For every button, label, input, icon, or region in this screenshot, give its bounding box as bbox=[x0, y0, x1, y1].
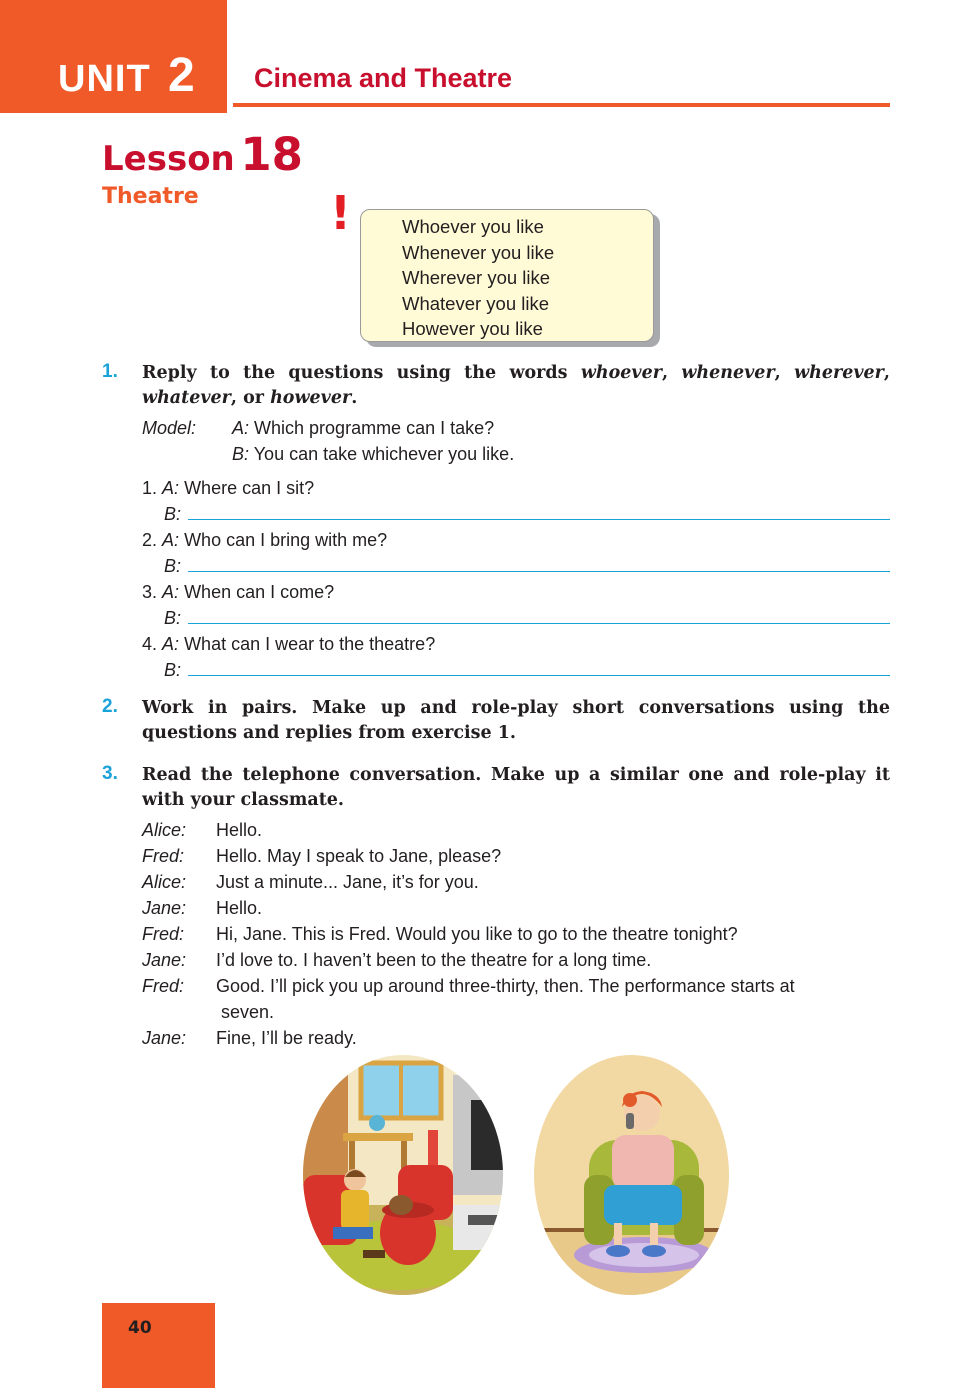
dialogue-line: I’d love to. I haven’t been to the theatre for a long time. bbox=[216, 950, 652, 970]
note-line: Whoever you like bbox=[402, 216, 544, 237]
lesson-title bbox=[102, 128, 303, 181]
model-label: Model: bbox=[142, 418, 197, 438]
answer-line-1[interactable] bbox=[188, 519, 890, 520]
answer-label-1: B: bbox=[164, 504, 182, 524]
dialogue-speaker: Jane: bbox=[142, 898, 187, 918]
header-rule bbox=[233, 103, 890, 107]
answer-label-4: B: bbox=[164, 660, 182, 680]
dialogue-speaker: Fred: bbox=[142, 846, 185, 866]
unit-number: 2 bbox=[168, 49, 195, 102]
question-2: 2. A: Who can I bring with me? bbox=[142, 530, 388, 550]
dialogue-line: Hello. May I speak to Jane, please? bbox=[216, 846, 502, 866]
model-line-b: B: You can take whichever you like. bbox=[232, 444, 515, 464]
note-line: Wherever you like bbox=[402, 267, 551, 288]
answer-line-2[interactable] bbox=[188, 571, 890, 572]
dialogue-line: Just a minute... Jane, it’s for you. bbox=[216, 872, 479, 892]
dialogue-line-cont: seven. bbox=[216, 1002, 275, 1022]
question-1: 1. A: Where can I sit? bbox=[142, 478, 315, 498]
answer-label-2: B: bbox=[164, 556, 182, 576]
exercise-3-instruction: Read the telephone conversation. Make up a similar one and role-play it bbox=[142, 765, 890, 785]
note-line: Whenever you like bbox=[402, 241, 555, 263]
dialogue-line: Hello. bbox=[216, 898, 263, 918]
lesson-word: Lesson bbox=[102, 139, 235, 179]
dialogue-speaker: Alice: bbox=[142, 820, 187, 840]
illustration-jane-armchair bbox=[534, 1055, 729, 1295]
dialogue-line: Hello. bbox=[216, 820, 263, 840]
question-3: 3. A: When can I come? bbox=[142, 582, 335, 602]
lesson-subtitle: Theatre bbox=[102, 184, 199, 209]
unit-label: UNIT bbox=[58, 58, 151, 100]
note-line: However you like bbox=[402, 318, 543, 339]
answer-label-3: B: bbox=[164, 608, 182, 628]
exercise-1-number: 1. bbox=[102, 361, 118, 382]
dialogue-speaker: Jane: bbox=[142, 950, 187, 970]
dialogue-line: Good. I’ll pick you up around three-thirty, then. The performance starts at bbox=[216, 976, 795, 996]
dialogue-speaker: Fred: bbox=[142, 976, 185, 996]
exercise-1-instruction: Reply to the questions using the words whoever, whenever, wherever, bbox=[142, 363, 890, 383]
answer-line-4[interactable] bbox=[188, 675, 890, 676]
model-line-a: A: Which programme can I take? bbox=[232, 418, 495, 438]
dialogue-speaker: Jane: bbox=[142, 1028, 187, 1048]
exercise-1-instruction-cont: whatever, or however. bbox=[142, 388, 358, 408]
page-number: 40 bbox=[128, 1318, 152, 1338]
exercise-3-instruction-cont: with your classmate. bbox=[142, 790, 345, 810]
answer-line-3[interactable] bbox=[188, 623, 890, 624]
grammar-note-lines bbox=[402, 214, 554, 342]
illustration-living-room bbox=[303, 1055, 503, 1295]
question-4: 4. A: What can I wear to the theatre? bbox=[142, 634, 436, 654]
note-line: Whatever you like bbox=[402, 292, 550, 314]
dialogue-line: Hi, Jane. This is Fred. Would you like to go to the theatre tonight? bbox=[216, 924, 738, 944]
dialogue-speaker: Alice: bbox=[142, 872, 187, 892]
dialogue-speaker: Fred: bbox=[142, 924, 185, 944]
exercise-2-instruction-cont: questions and replies from exercise 1. bbox=[142, 723, 516, 743]
lesson-number: 18 bbox=[240, 128, 303, 181]
exclamation-icon: ! bbox=[330, 186, 351, 240]
exercise-2-number: 2. bbox=[102, 696, 118, 717]
exercise-3-number: 3. bbox=[102, 763, 118, 784]
page-number-box bbox=[102, 1303, 215, 1388]
dialogue-line: Fine, I’ll be ready. bbox=[216, 1028, 357, 1048]
unit-title: Cinema and Theatre bbox=[254, 63, 513, 93]
exercise-2-instruction: Work in pairs. Make up and role-play short conversations using the bbox=[142, 698, 890, 718]
